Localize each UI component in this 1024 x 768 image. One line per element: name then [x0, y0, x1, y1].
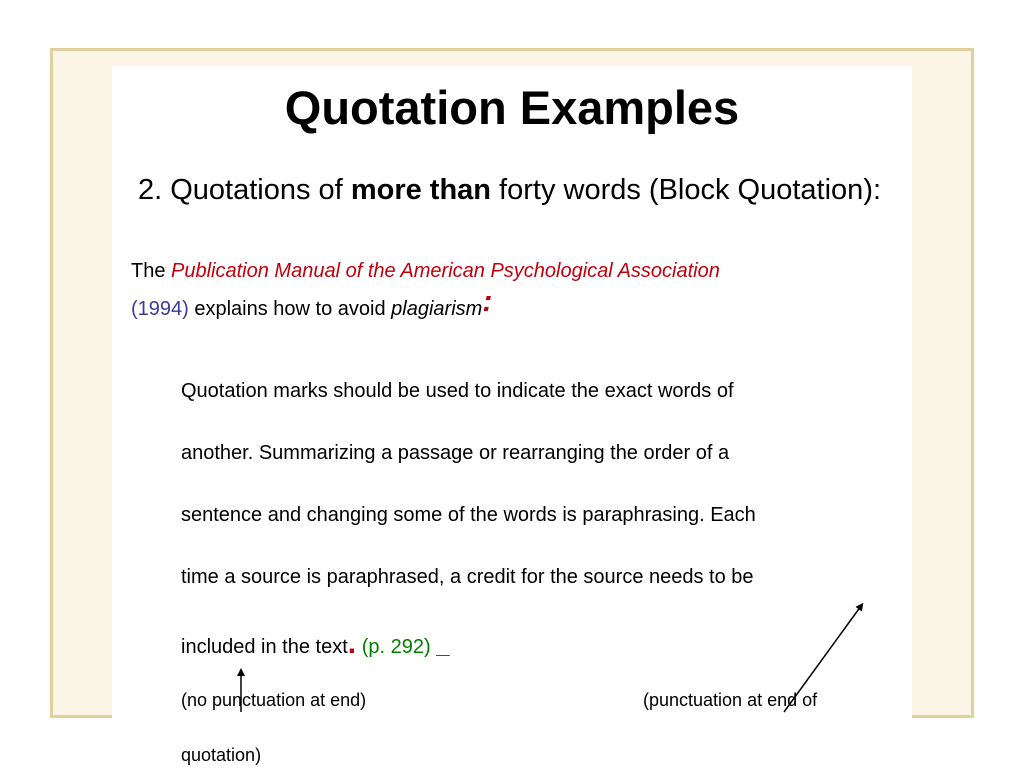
lead-colon: : — [482, 285, 493, 318]
lead-mid: explains how to avoid — [188, 298, 392, 320]
book-title: Publication Manual of the American Psychological Association — [171, 260, 720, 282]
lead-the: The — [131, 260, 172, 282]
subtitle-bold: more than — [350, 174, 491, 206]
block-quote-line-5-text: included in the text — [181, 636, 348, 658]
note-punctuation-line-2: quotation) — [181, 745, 262, 765]
subtitle-post: forty words (Block Quotation): — [491, 174, 882, 206]
block-quote-line-4: time a source is paraphrased, a credit for the source needs to be — [181, 566, 754, 588]
period-mark: . — [347, 627, 357, 660]
note-punctuation-line-1: (punctuation at end of — [643, 690, 818, 710]
block-quote-line-1: Quotation marks should be used to indicate the exact words of — [181, 380, 734, 402]
arrow-diagonal-right — [784, 606, 861, 712]
page-citation: (p. 292) — [361, 636, 431, 658]
plagiarism-term: plagiarism — [391, 298, 483, 320]
slide-title: Quotation Examples — [284, 81, 740, 134]
block-quote-line-3: sentence and changing some of the words is paraphrasing. Each — [181, 504, 756, 526]
publication-year: (1994) — [131, 298, 189, 320]
end-dash-mark: _ — [436, 632, 450, 659]
note-no-punctuation: (no punctuation at end) — [181, 690, 367, 710]
block-quote-line-2: another. Summarizing a passage or rearranging the order of a — [181, 442, 730, 464]
subtitle-pre: 2. Quotations of — [138, 174, 351, 206]
